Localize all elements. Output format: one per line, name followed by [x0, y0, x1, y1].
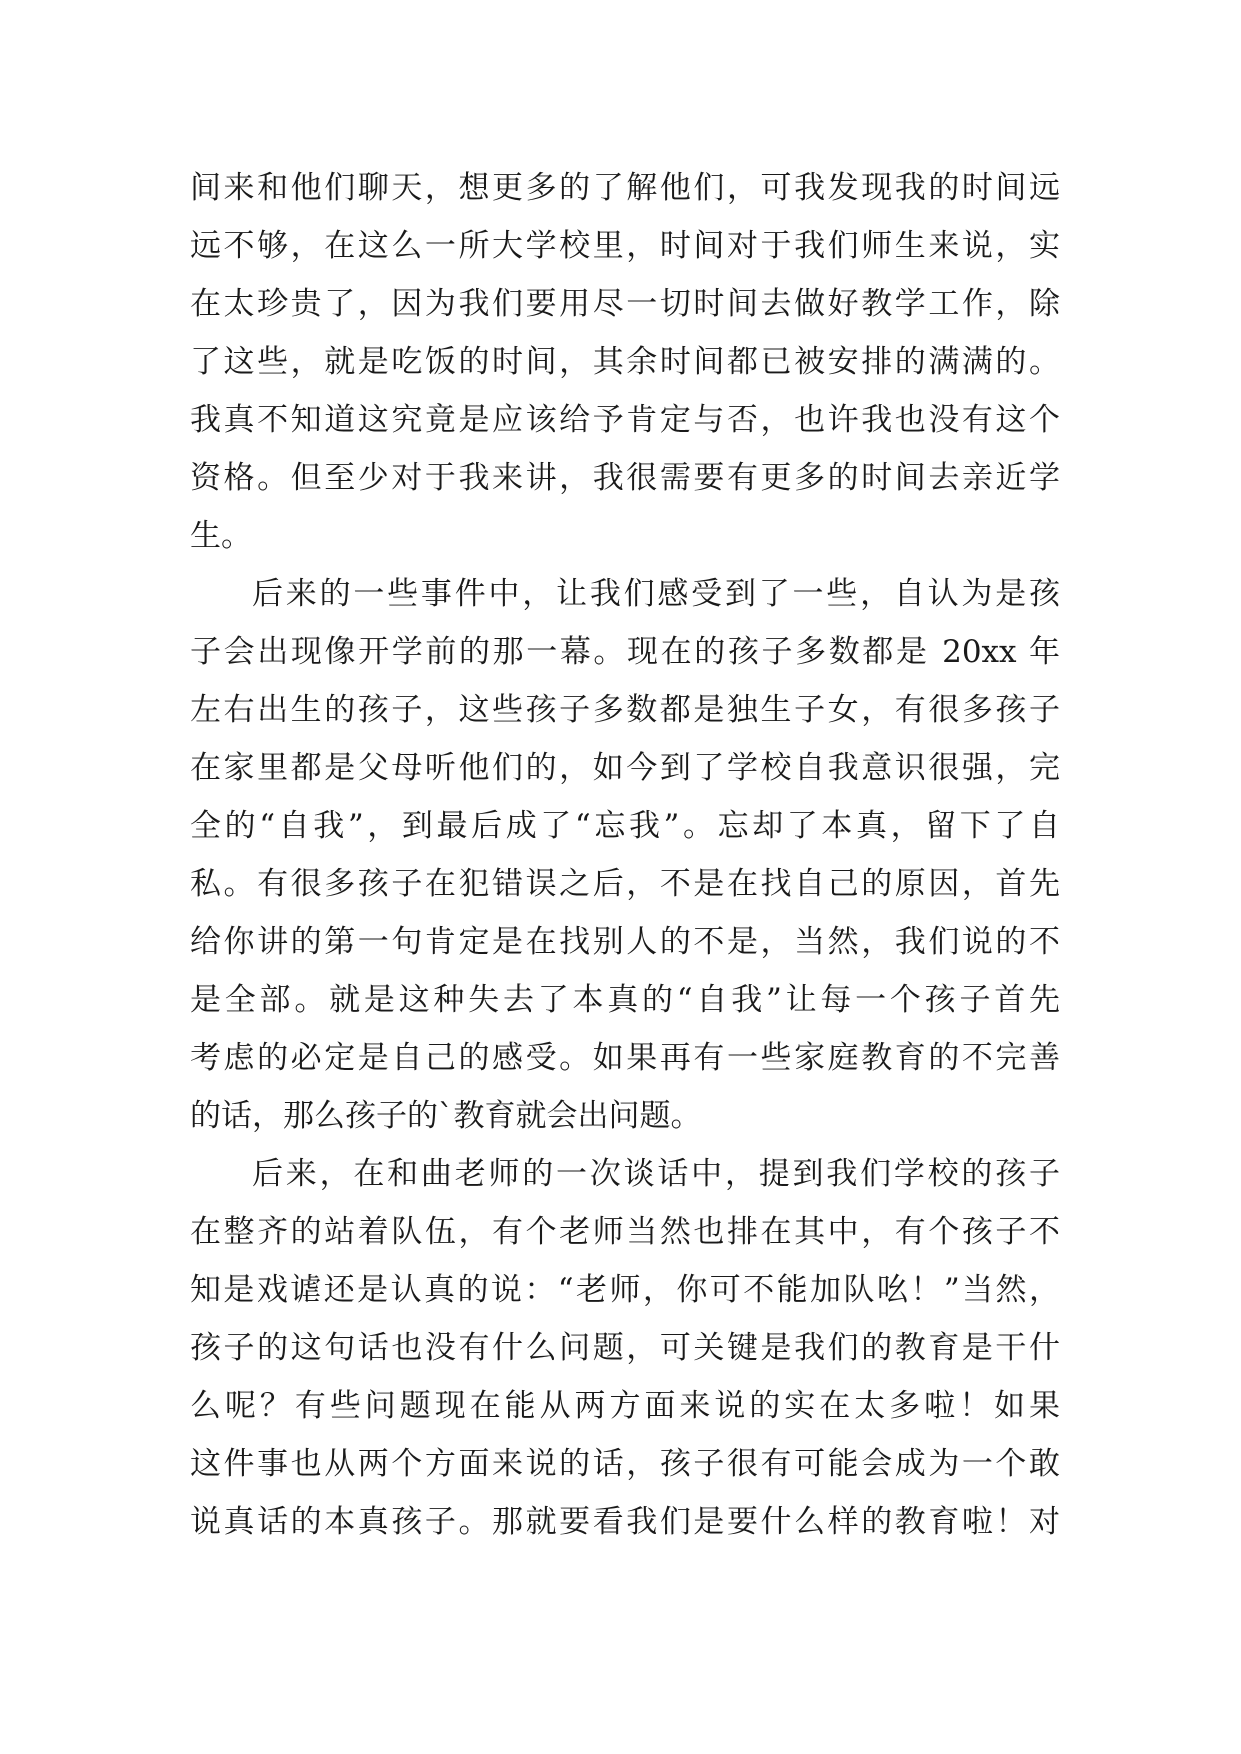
paragraph-3-line-3: 知是戏谑还是认真的说：“老师，你可不能加队吆！”当然，	[190, 1272, 1060, 1308]
paragraph-2-line-8: 是全部。就是这种失去了本真的“自我”让每一个孩子首先	[190, 982, 1060, 1018]
paragraph-2-line-2: 子会出现像开学前的那一幕。现在的孩子多数都是 20xx 年	[190, 634, 1060, 670]
paragraph-3-line-5: 么呢？有些问题现在能从两方面来说的实在太多啦！如果	[190, 1388, 1060, 1424]
paragraph-3-line-1: 后来，在和曲老师的一次谈话中，提到我们学校的孩子	[252, 1156, 1060, 1192]
paragraph-1-line-4: 了这些，就是吃饭的时间，其余时间都已被安排的满满的。	[190, 344, 1060, 380]
paragraph-2-line-1: 后来的一些事件中，让我们感受到了一些，自认为是孩	[252, 576, 1060, 612]
paragraph-1-line-6: 资格。但至少对于我来讲，我很需要有更多的时间去亲近学	[190, 460, 1060, 496]
paragraph-2-line-5: 全的“自我”，到最后成了“忘我”。忘却了本真，留下了自	[190, 808, 1060, 844]
paragraph-3-line-2: 在整齐的站着队伍，有个老师当然也排在其中，有个孩子不	[190, 1214, 1060, 1250]
paragraph-1-line-3: 在太珍贵了，因为我们要用尽一切时间去做好教学工作，除	[190, 286, 1060, 322]
paragraph-1-line-1: 间来和他们聊天，想更多的了解他们，可我发现我的时间远	[190, 170, 1060, 206]
paragraph-3-line-7: 说真话的本真孩子。那就要看我们是要什么样的教育啦！对	[190, 1504, 1060, 1540]
paragraph-2-line-6: 私。有很多孩子在犯错误之后，不是在找自己的原因，首先	[190, 866, 1060, 902]
paragraph-2-line-7: 给你讲的第一句肯定是在找别人的不是，当然，我们说的不	[190, 924, 1060, 960]
paragraph-3-line-4: 孩子的这句话也没有什么问题，可关键是我们的教育是干什	[190, 1330, 1060, 1366]
paragraph-2-line-10: 的话，那么孩子的`教育就会出问题。	[190, 1098, 702, 1134]
paragraph-1-line-2: 远不够，在这么一所大学校里，时间对于我们师生来说，实	[190, 228, 1060, 264]
paragraph-2-line-9: 考虑的必定是自己的感受。如果再有一些家庭教育的不完善	[190, 1040, 1060, 1076]
paragraph-1-line-5: 我真不知道这究竟是应该给予肯定与否，也许我也没有这个	[190, 402, 1060, 438]
paragraph-1-line-7: 生。	[190, 518, 252, 554]
paragraph-3-line-6: 这件事也从两个方面来说的话，孩子很有可能会成为一个敢	[190, 1446, 1060, 1482]
paragraph-2-line-3: 左右出生的孩子，这些孩子多数都是独生子女，有很多孩子	[190, 692, 1060, 728]
paragraph-2-line-4: 在家里都是父母听他们的，如今到了学校自我意识很强，完	[190, 750, 1060, 786]
